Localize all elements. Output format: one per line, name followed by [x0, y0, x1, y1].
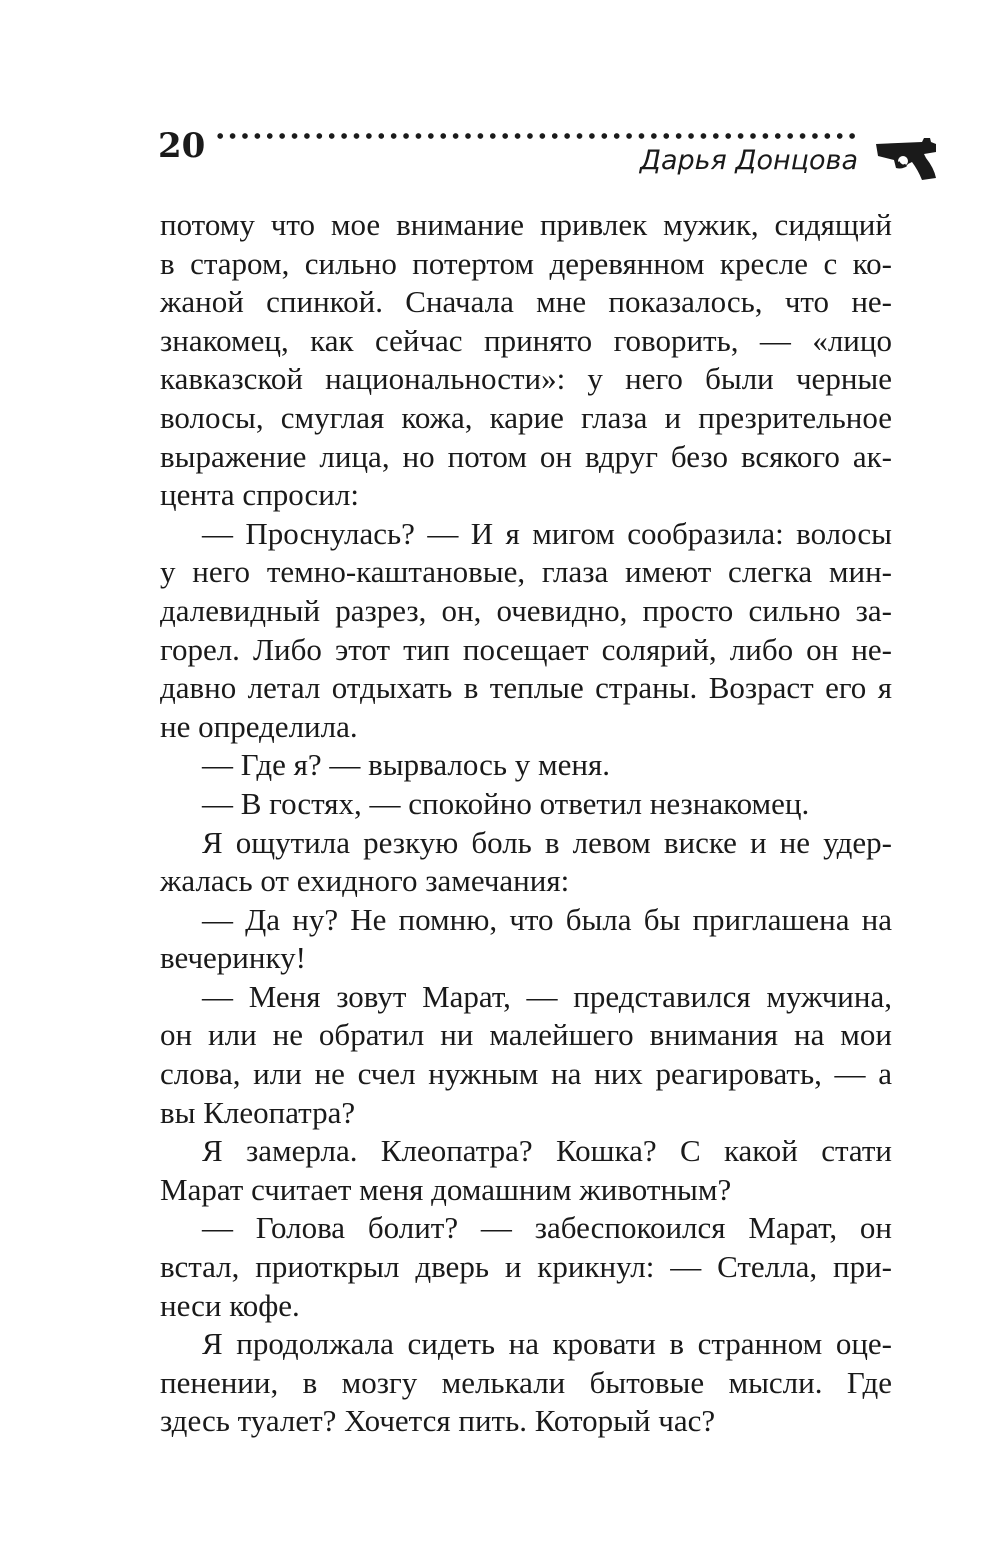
text-line: потому что мое внимание привлек мужик, сидящий [160, 207, 892, 242]
text-line: горел. Либо этот тип посещает солярий, либо он не- [160, 631, 892, 667]
text-line: кавказской национальности»: у него были черные [160, 361, 892, 397]
text-line: вечеринку! [160, 940, 306, 976]
text-line: Я продолжала сидеть на кровати в странном оце- [202, 1326, 892, 1362]
text-line: Я замерла. Клеопатра? Кошка? С какой стати [202, 1133, 892, 1169]
text-line: Марат считает меня домашним животным? [160, 1171, 732, 1207]
author-name: Дарья Донцова [639, 145, 858, 176]
text-line: волосы, смуглая кожа, карие глаза и презрительное [160, 399, 892, 435]
text-line: выражение лица, но потом он вдруг безо всякого ак- [160, 438, 892, 474]
text-line: здесь туалет? Хочется пить. Который час? [160, 1403, 716, 1439]
text-line: неси кофе. [160, 1287, 300, 1323]
dotted-leader [214, 132, 858, 140]
text-line: — Где я? — вырвалось у меня. [202, 747, 610, 783]
body-text [160, 206, 892, 1441]
text-line: в старом, сильно потертом деревянном кресле с ко- [160, 245, 892, 281]
text-line: далевидный разрез, он, очевидно, просто сильно за- [160, 592, 892, 628]
text-line: жалась от ехидного замечания: [160, 863, 570, 899]
text-line: встал, приоткрыл дверь и крикнул: — Стелла, при- [160, 1249, 892, 1285]
text-line: не определила. [160, 708, 358, 744]
text-line: цента спросил: [160, 477, 359, 513]
text-line: слова, или не счел нужным на них реагировать, — а [160, 1056, 892, 1092]
text-line: — Голова болит? — забеспокоился Марат, он [202, 1210, 892, 1246]
text-line: давно летал отдыхать в теплые страны. Возраст его я [160, 670, 892, 706]
text-line: Я ощутила резкую боль в левом виске и не удер- [202, 824, 892, 860]
text-line: — В гостях, — спокойно ответил незнакомец. [202, 785, 810, 821]
text-line: у него темно-каштановые, глаза имеют слегка мин- [160, 554, 892, 590]
text-line: — Меня зовут Марат, — представился мужчина, [202, 978, 892, 1014]
text-line: жаной спинкой. Сначала мне показалось, что не- [160, 284, 892, 320]
text-line: — Да ну? Не помню, что была бы приглашена на [202, 901, 892, 937]
page-number: 20 [158, 126, 206, 166]
revolver-icon [874, 132, 938, 182]
text-line: вы Клеопатра? [160, 1094, 356, 1130]
text-line: — Проснулась? — И я мигом сообразила: волосы [202, 515, 892, 551]
running-header [158, 118, 938, 188]
text-line: он или не обратил ни малейшего внимания на мои [160, 1017, 892, 1053]
text-line: пенении, в мозгу мелькали бытовые мысли. Где [160, 1364, 892, 1400]
text-line: знакомец, как сейчас принято говорить, — «лицо [160, 322, 892, 358]
